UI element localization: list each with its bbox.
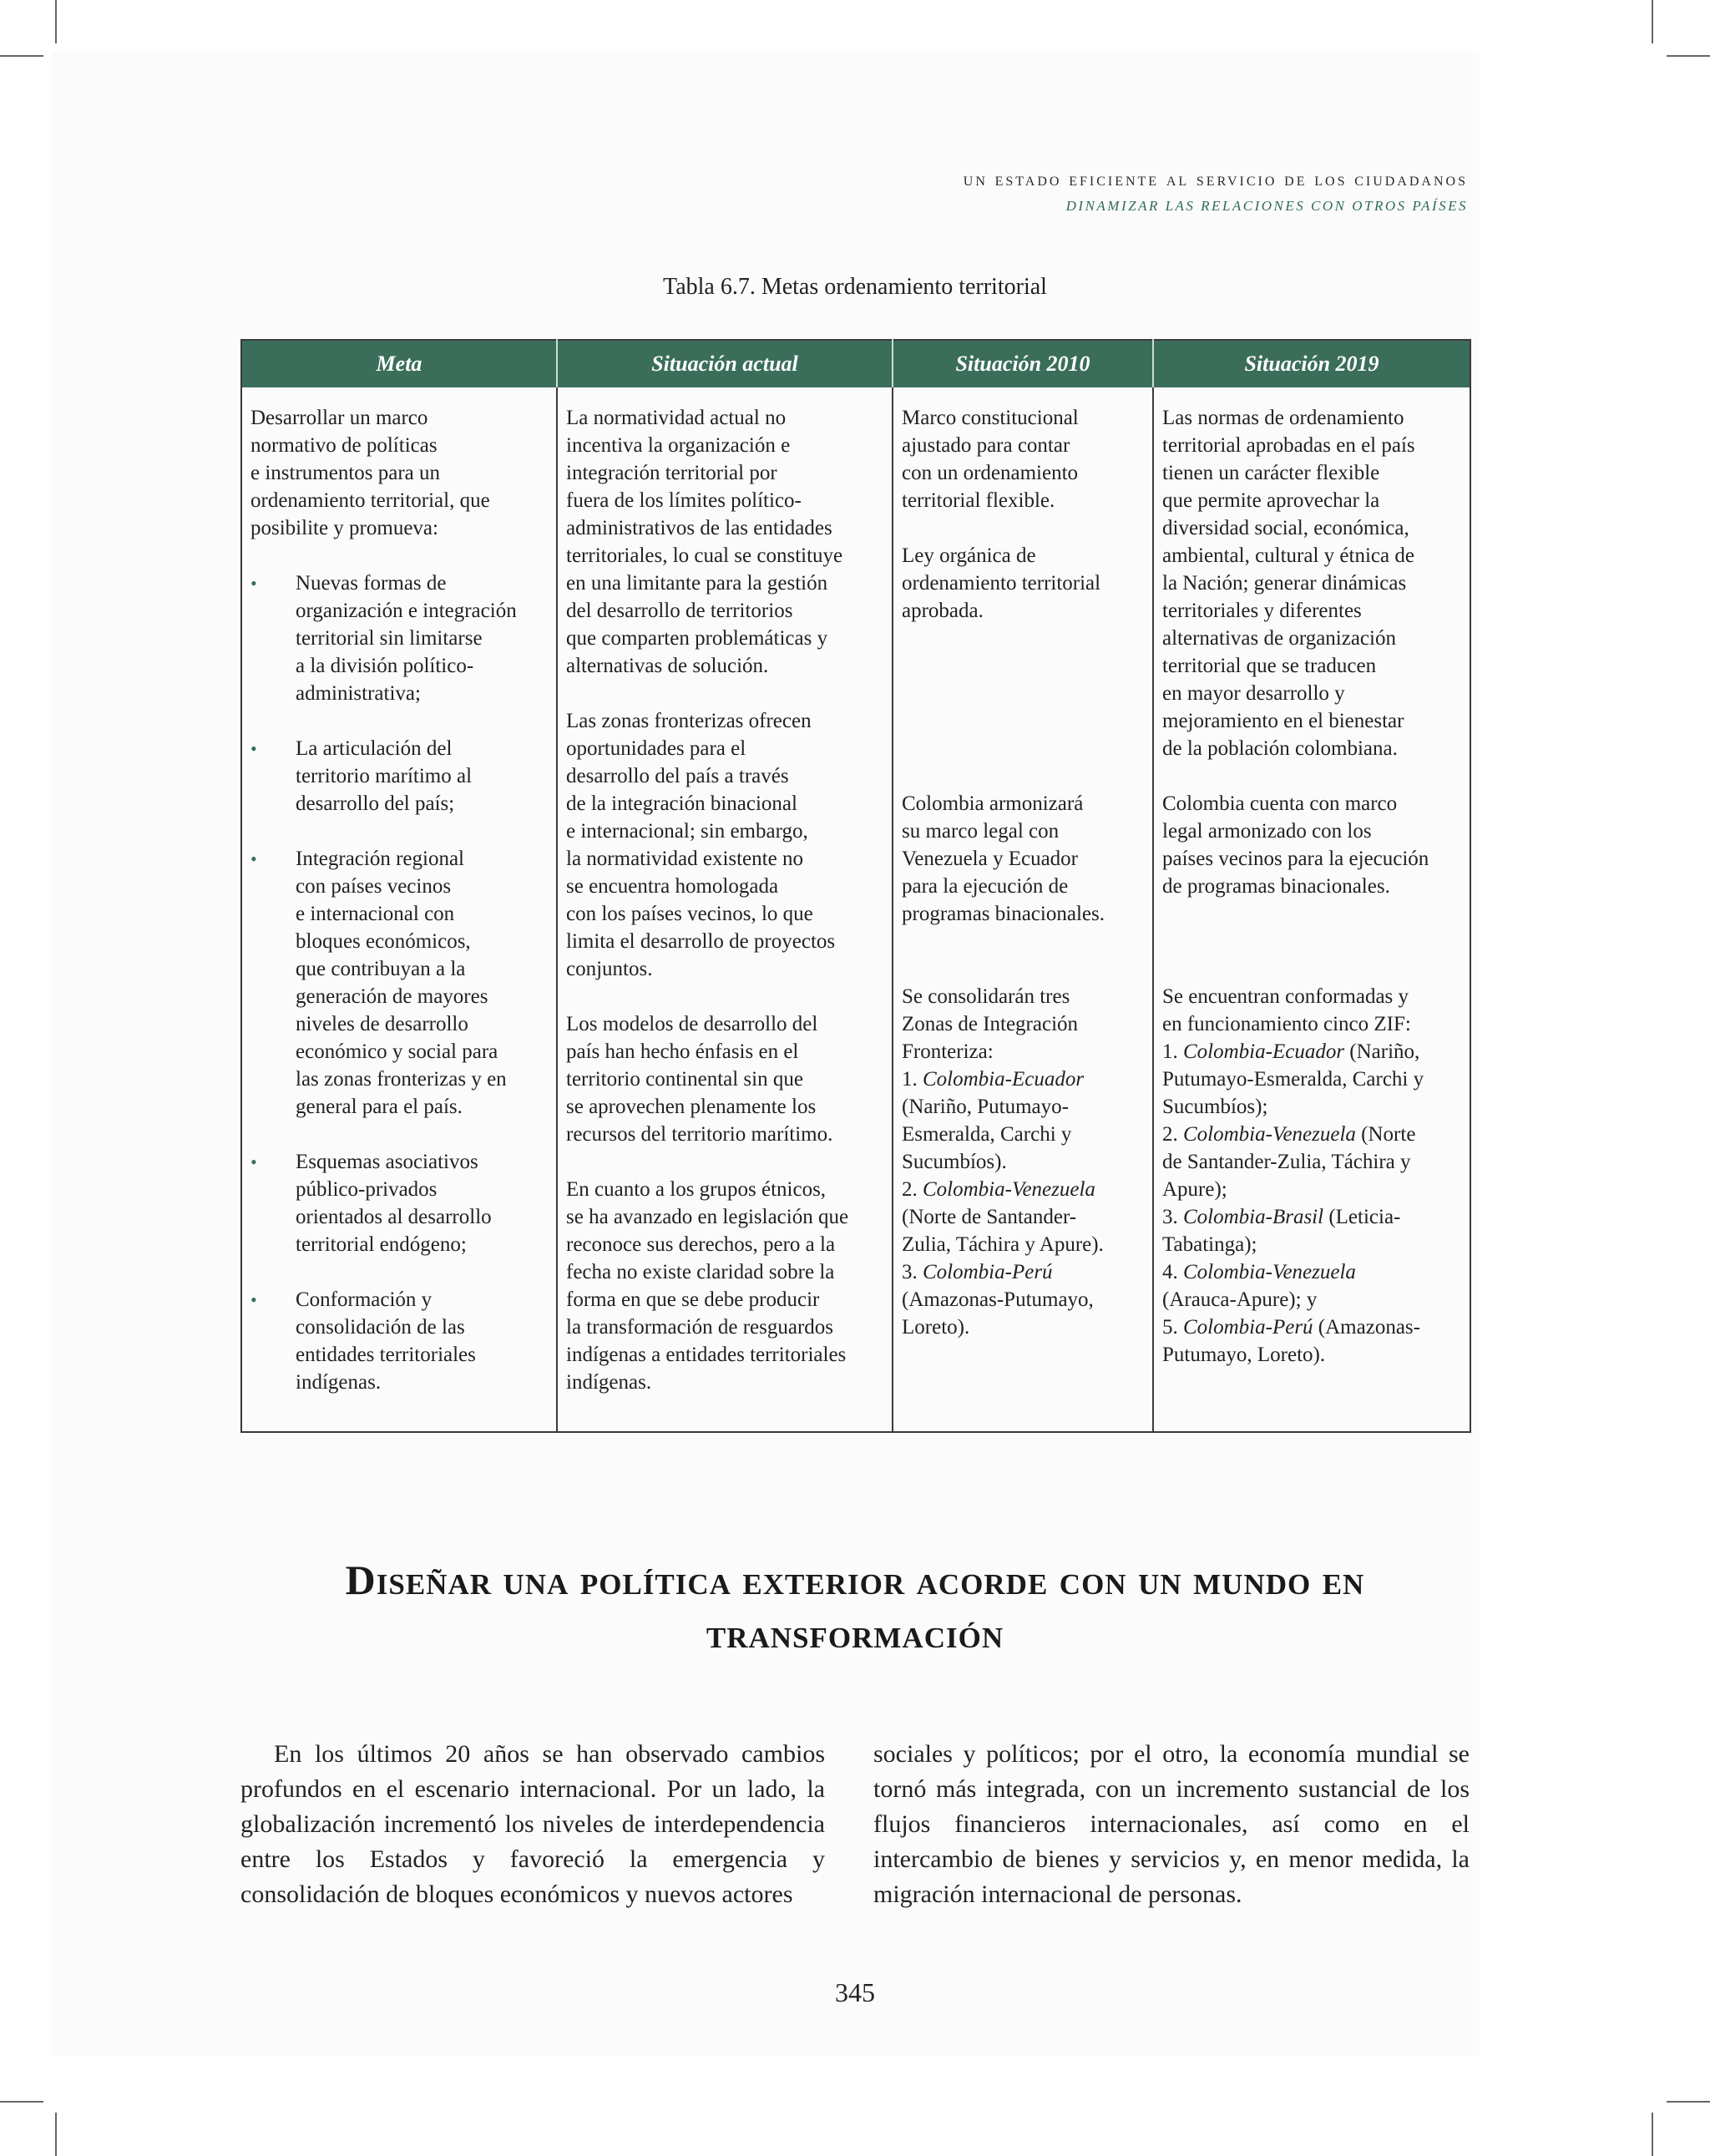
zif-name: Colombia-Perú — [923, 1261, 1053, 1283]
running-head-title: un estado eficiente al servicio de los ciudadanos — [963, 169, 1468, 190]
bullet-text: La articulación del territorio marítimo al desarrollo del país; — [296, 737, 473, 815]
situacion-2010-paragraph: Ley orgánica de ordenamiento territorial aprobada. — [902, 544, 1101, 622]
bullet-icon: • — [250, 573, 257, 594]
crop-mark — [55, 2113, 57, 2156]
crop-mark — [0, 2101, 43, 2103]
zif-name: Colombia-Ecuador — [923, 1068, 1085, 1091]
cell-situacion-actual — [557, 387, 893, 1432]
crop-mark — [1652, 2113, 1653, 2156]
list-item — [250, 735, 548, 817]
meta-intro: Desarrollar un marco normativo de políticas e instrumentos para un ordenamiento territorial, que posibilite y promueva: — [250, 407, 490, 539]
column-header-meta: Meta — [241, 340, 557, 387]
body-column-left: En los últimos 20 años se han observado cambios profundos en el escenario internacional. Por un lado, la globalización incrementó los niveles de interdependencia entre los Estados y favoreció la emergencia y consolidación de bloques económicos y nuevos actores — [240, 1740, 825, 1908]
bullet-text: Integración regional con países vecinos e internacional con bloques económicos, que contribuyan a la generación de mayores niveles de desarrollo económico y social para las zonas fronterizas y en general para el país. — [296, 848, 507, 1118]
crop-mark — [55, 0, 57, 43]
zif-number: 3. — [1162, 1206, 1178, 1228]
column-header-situacion-2019: Situación 2019 — [1153, 340, 1470, 387]
situacion-actual-paragraph: La normatividad actual no incentiva la organización e integración territorial por fuera de los límites político- administrativos de las entidades territoriales, lo cual se constituye en una limitante para la gestión del desarrollo de territorios que comparten problemáticas y alternativas de solución. — [566, 407, 843, 677]
zif-number: 5. — [1162, 1316, 1178, 1339]
section-title: Diseñar una política exterior acorde con un mundo en transformación — [345, 1556, 1365, 1657]
cell-situacion-2019 — [1153, 387, 1470, 1432]
page-number: 345 — [835, 1977, 875, 2007]
bullet-icon: • — [250, 738, 257, 759]
crop-mark — [1652, 0, 1653, 43]
situacion-actual-paragraph: Las zonas fronterizas ofrecen oportunidades para el desarrollo del país a través de la integración binacional e internacional; sin embargo, la normatividad existente no se encuentra homologada con los países vecinos, lo que limita el desarrollo de proyectos conjuntos. — [566, 710, 836, 980]
zif-2010-list — [902, 983, 1144, 1341]
zif-name: Colombia-Venezuela — [923, 1178, 1095, 1201]
zif-number: 2. — [1162, 1123, 1178, 1146]
crop-mark — [0, 55, 43, 57]
bullet-text: Nuevas formas de organización e integración territorial sin limitarse a la división político- administrativa; — [296, 572, 517, 705]
bullet-text: Conformación y consolidación de las entidades territoriales indígenas. — [296, 1288, 476, 1394]
zif-detail: (Amazonas- Putumayo, Loreto). — [1162, 1316, 1420, 1366]
bullet-icon: • — [250, 848, 257, 869]
zif-name: Colombia-Perú — [1183, 1316, 1313, 1339]
cell-situacion-2010 — [893, 387, 1153, 1432]
zif-number: 3. — [902, 1261, 923, 1283]
crop-mark — [1667, 55, 1710, 57]
zif-name: Colombia-Brasil — [1183, 1206, 1324, 1228]
zif-detail: (Norte de Santander- Zulia, Táchira y Apure). — [902, 1206, 1104, 1256]
zif-2019-list — [1162, 983, 1461, 1369]
body-column-right: sociales y políticos; por el otro, la economía mundial se tornó más integrada, con un incremento sustancial de los flujos financieros internacionales, así como en el intercambio de bienes y servicios y, en menor medida, la migración internacional de personas. — [873, 1740, 1470, 1908]
running-head — [964, 165, 1468, 219]
zif-name: Colombia-Ecuador — [1183, 1040, 1345, 1063]
situacion-2010-paragraph: Marco constitucional ajustado para contar con un ordenamiento territorial flexible. — [902, 407, 1079, 512]
crop-mark — [1667, 2101, 1710, 2103]
bullet-text: Esquemas asociativos público-privados orientados al desarrollo territorial endógeno; — [296, 1151, 492, 1256]
situacion-actual-paragraph: Los modelos de desarrollo del país han hecho énfasis en el territorio continental sin que se aprovechen plenamente los recursos del territorio marítimo. — [566, 1013, 833, 1146]
zif-detail: (Amazonas-Putumayo, Loreto). — [902, 1288, 1094, 1339]
zif-detail: (Arauca-Apure); y — [1162, 1288, 1318, 1311]
list-item — [250, 1286, 548, 1396]
bullet-icon: • — [250, 1151, 257, 1172]
zif-number: 2. — [902, 1178, 923, 1201]
table-caption: Tabla 6.7. Metas ordenamiento territorial — [663, 274, 1047, 300]
situacion-2019-paragraph: Colombia cuenta con marco legal armonizado con los países vecinos para la ejecución de programas binacionales. — [1162, 792, 1429, 898]
zif-number: 1. — [902, 1068, 923, 1091]
situacion-2010-paragraph: Colombia armonizará su marco legal con Venezuela y Ecuador para la ejecución de programas binacionales. — [902, 792, 1105, 925]
table-header-row — [241, 340, 1470, 387]
column-header-situacion-2010: Situación 2010 — [893, 340, 1153, 387]
list-item — [250, 1148, 548, 1258]
list-item — [250, 845, 548, 1121]
metas-table — [240, 339, 1471, 1433]
bullet-icon: • — [250, 1289, 257, 1310]
situacion-actual-paragraph: En cuanto a los grupos étnicos, se ha avanzado en legislación que reconoce sus derechos, pero a la fecha no existe claridad sobre la forma en que se debe producir la transformación de resguardos indígenas a entidades territoriales indígenas. — [566, 1178, 849, 1394]
zif-detail: (Norte de Santander-Zulia, Táchira y Apure); — [1162, 1123, 1416, 1201]
table-row — [241, 387, 1470, 1432]
column-header-situacion-actual: Situación actual — [557, 340, 893, 387]
cell-meta — [241, 387, 557, 1432]
zif-name: Colombia-Venezuela — [1183, 1123, 1356, 1146]
zif-detail: (Nariño, Putumayo-Esmeralda, Carchi y Sucumbíos); — [1162, 1040, 1424, 1118]
zif-number: 1. — [1162, 1040, 1178, 1063]
meta-bullet-list — [250, 569, 548, 1396]
situacion-2019-paragraph: Las normas de ordenamiento territorial aprobadas en el país tienen un carácter flexible que permite aprovechar la diversidad social, económica, ambiental, cultural y étnica de la Nación; generar dinámicas territoriales y diferentes alternativas de organización territorial que se traducen en mayor desarrollo y mejoramiento en el bienestar de la población colombiana. — [1162, 407, 1415, 760]
zif-name: Colombia-Venezuela — [1183, 1261, 1356, 1283]
running-head-subtitle: DINAMIZAR LAS RELACIONES CON OTROS PAÍSES — [1065, 198, 1468, 214]
zif-intro: Se consolidarán tres Zonas de Integración Fronteriza: — [902, 985, 1079, 1063]
zif-detail: (Nariño, Putumayo- Esmeralda, Carchi y Sucumbíos). — [902, 1096, 1072, 1173]
zif-detail: (Leticia- Tabatinga); — [1162, 1206, 1401, 1256]
zif-number: 4. — [1162, 1261, 1178, 1283]
list-item — [250, 569, 548, 707]
zif-intro: Se encuentran conformadas y en funcionamiento cinco ZIF: — [1162, 985, 1411, 1035]
